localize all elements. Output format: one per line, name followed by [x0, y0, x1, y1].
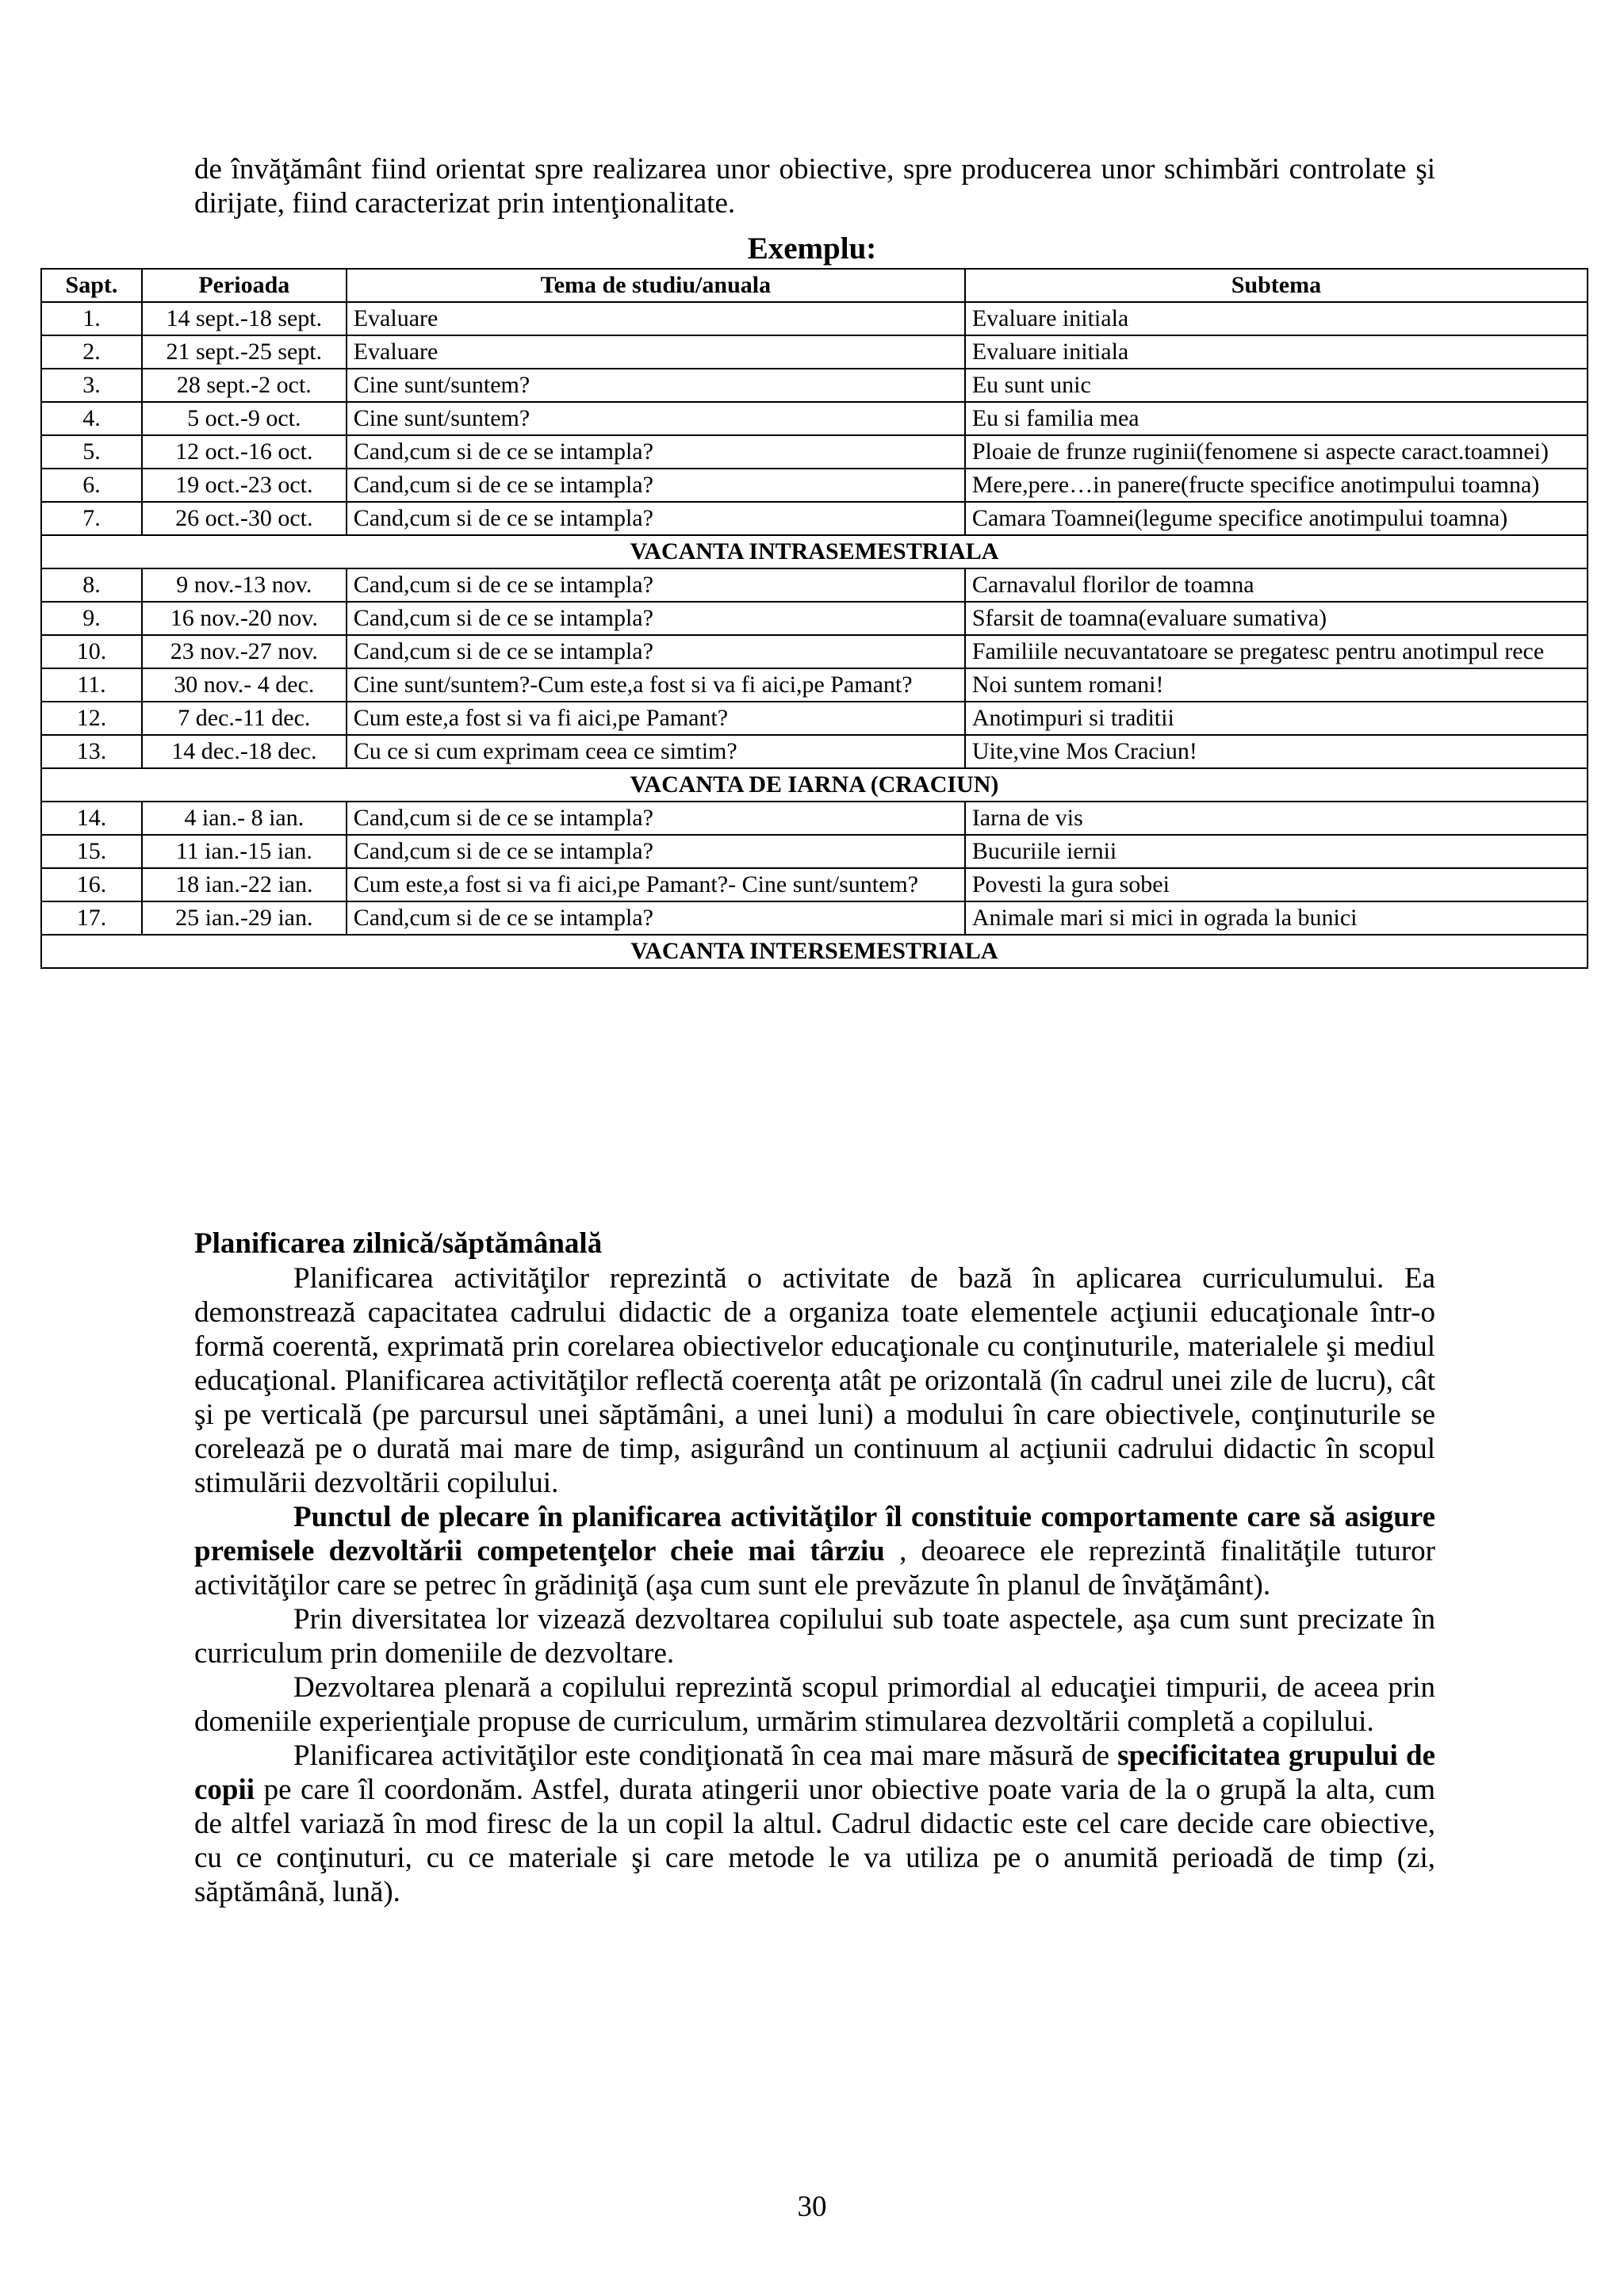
- period-cell: 18 ian.-22 ian.: [142, 868, 347, 901]
- paragraph-5-bold: specificitatea grupului de copii: [194, 1739, 1436, 1806]
- theme-cell: Cine sunt/suntem?: [347, 402, 965, 435]
- subtheme-cell: Iarna de vis: [965, 802, 1588, 835]
- period-cell: 14 sept.-18 sept.: [142, 302, 347, 335]
- table-header-row: [41, 269, 1588, 302]
- body-text: [194, 1261, 1435, 1909]
- subtheme-cell: Eu sunt unic: [965, 369, 1588, 402]
- period-cell: 25 ian.-29 ian.: [142, 901, 347, 935]
- schedule-table: [40, 268, 1588, 969]
- subtheme-cell: Evaluare initiala: [965, 335, 1588, 369]
- week-cell: 16.: [41, 868, 142, 901]
- subtheme-cell: Camara Toamnei(legume specifice anotimpului toamna): [965, 502, 1588, 535]
- header-period: Perioada: [142, 269, 347, 302]
- theme-cell: Cand,cum si de ce se intampla?: [347, 802, 965, 835]
- period-cell: 30 nov.- 4 dec.: [142, 668, 347, 702]
- paragraph-3: Prin diversitatea lor vizează dezvoltarea copilului sub toate aspectele, aşa cum sunt precizate în curriculum prin domeniile de dezvoltare.: [194, 1603, 1435, 1670]
- table-row: [41, 568, 1588, 602]
- intro-paragraph: de învăţământ fiind orientat spre realizarea unor obiective, spre producerea unor schimbări controlate şi dirijate, fiind caracterizat prin intenţionalitate.: [194, 153, 1435, 220]
- table-row: [41, 602, 1588, 635]
- theme-cell: Cand,cum si de ce se intampla?: [347, 568, 965, 602]
- week-cell: 3.: [41, 369, 142, 402]
- table-row: [41, 635, 1588, 668]
- table-row: [41, 668, 1588, 702]
- example-heading: Exemplu:: [747, 232, 877, 266]
- header-week: Sapt.: [41, 269, 142, 302]
- subtheme-cell: Carnavalul florilor de toamna: [965, 568, 1588, 602]
- subtheme-cell: Noi suntem romani!: [965, 668, 1588, 702]
- paragraph-5: [194, 1739, 1435, 1909]
- table-row: [41, 702, 1588, 735]
- table-row: [41, 369, 1588, 402]
- period-cell: 4 ian.- 8 ian.: [142, 802, 347, 835]
- week-cell: 6.: [41, 469, 142, 502]
- table-row: [41, 868, 1588, 901]
- subtheme-cell: Sfarsit de toamna(evaluare sumativa): [965, 602, 1588, 635]
- subtheme-cell: Uite,vine Mos Craciun!: [965, 735, 1588, 768]
- period-cell: 26 oct.-30 oct.: [142, 502, 347, 535]
- paragraph-4: Dezvoltarea plenară a copilului reprezintă scopul primordial al educaţiei timpurii, de aceea prin domeniile experienţiale propuse de curriculum, urmărim stimularea dezvoltării completă a copilului.: [194, 1671, 1435, 1738]
- table-row: [41, 469, 1588, 502]
- period-cell: 9 nov.-13 nov.: [142, 568, 347, 602]
- week-cell: 12.: [41, 702, 142, 735]
- subtheme-cell: Animale mari si mici in ograda la bunici: [965, 901, 1588, 935]
- week-cell: 11.: [41, 668, 142, 702]
- header-subtheme: Subtema: [965, 269, 1588, 302]
- week-cell: 4.: [41, 402, 142, 435]
- table-row: [41, 435, 1588, 469]
- section-title: Planificarea zilnică/săptămânală: [194, 1227, 603, 1260]
- subtheme-cell: Mere,pere…in panere(fructe specifice anotimpului toamna): [965, 469, 1588, 502]
- theme-cell: Cu ce si cum exprimam ceea ce simtim?: [347, 735, 965, 768]
- vacation-row: [41, 535, 1588, 568]
- week-cell: 7.: [41, 502, 142, 535]
- subtheme-cell: Anotimpuri si traditii: [965, 702, 1588, 735]
- table-row: [41, 402, 1588, 435]
- week-cell: 13.: [41, 735, 142, 768]
- paragraph-1: Planificarea activităţilor reprezintă o activitate de bază în aplicarea curriculumului. Ea demonstrează capacitatea cadrului didactic de a organiza toate elementele acţiunii educaţionale într-o formă coerentă, exprimată prin corelarea obiectivelor educaţionale cu conţinuturile, materialele şi mediul educaţional. Planificarea activităţilor reflectă coerenţa atât pe orizontală (în cadrul unei zile de lucru), cât şi pe verticală (pe parcursul unei săptămâni, a unei luni) a modului în care obiectivele, conţinuturile se corelează pe o durată mai mare de timp, asigurând un continuum al acţiunii cadrului didactic în scopul stimulării dezvoltării copilului.: [194, 1262, 1435, 1499]
- subtheme-cell: Povesti la gura sobei: [965, 868, 1588, 901]
- period-cell: 21 sept.-25 sept.: [142, 335, 347, 369]
- vacation-label: VACANTA INTERSEMESTRIALA: [41, 935, 1588, 968]
- table-row: [41, 502, 1588, 535]
- theme-cell: Evaluare: [347, 302, 965, 335]
- subtheme-cell: Ploaie de frunze ruginii(fenomene si aspecte caract.toamnei): [965, 435, 1588, 469]
- period-cell: 19 oct.-23 oct.: [142, 469, 347, 502]
- period-cell: 12 oct.-16 oct.: [142, 435, 347, 469]
- theme-cell: Evaluare: [347, 335, 965, 369]
- subtheme-cell: Familiile necuvantatoare se pregatesc pentru anotimpul rece: [965, 635, 1588, 668]
- vacation-row: [41, 768, 1588, 802]
- period-cell: 23 nov.-27 nov.: [142, 635, 347, 668]
- theme-cell: Cand,cum si de ce se intampla?: [347, 835, 965, 868]
- period-cell: 16 nov.-20 nov.: [142, 602, 347, 635]
- paragraph-5-end: pe care îl coordonăm. Astfel, durata atingerii unor obiective poate varia de la o grupă la alta, cum de altfel variază în mod firesc de la un copil la altul. Cadrul didactic este cel care decide care obiective, cu ce conţinuturi, cu ce materiale şi care metode le va utiliza pe o anumită perioadă de timp (zi, săptămână, lună).: [194, 1774, 1435, 1908]
- paragraph-2-bold: Punctul de plecare în planificarea activităţilor îl constituie comportamente care să asigure premisele dezvoltării competenţelor cheie mai târziu: [194, 1501, 1435, 1567]
- theme-cell: Cine sunt/suntem?-Cum este,a fost si va fi aici,pe Pamant?: [347, 668, 965, 702]
- theme-cell: Cand,cum si de ce se intampla?: [347, 502, 965, 535]
- table-row: [41, 835, 1588, 868]
- subtheme-cell: Bucuriile iernii: [965, 835, 1588, 868]
- period-cell: 28 sept.-2 oct.: [142, 369, 347, 402]
- table-row: [41, 735, 1588, 768]
- table-row: [41, 901, 1588, 935]
- week-cell: 1.: [41, 302, 142, 335]
- period-cell: 7 dec.-11 dec.: [142, 702, 347, 735]
- paragraph-2-rest: , deoarece ele reprezintă finalităţile tuturor activităţilor care se petrec în grădiniţă (aşa cum sunt ele prevăzute în planul de învăţământ).: [194, 1535, 1435, 1601]
- header-theme: Tema de studiu/anuala: [347, 269, 965, 302]
- week-cell: 15.: [41, 835, 142, 868]
- week-cell: 9.: [41, 602, 142, 635]
- theme-cell: Cand,cum si de ce se intampla?: [347, 901, 965, 935]
- week-cell: 14.: [41, 802, 142, 835]
- table-row: [41, 302, 1588, 335]
- period-cell: 11 ian.-15 ian.: [142, 835, 347, 868]
- theme-cell: Cand,cum si de ce se intampla?: [347, 469, 965, 502]
- vacation-row: [41, 935, 1588, 968]
- period-cell: 14 dec.-18 dec.: [142, 735, 347, 768]
- period-cell: 5 oct.-9 oct.: [142, 402, 347, 435]
- theme-cell: Cum este,a fost si va fi aici,pe Pamant?: [347, 702, 965, 735]
- vacation-label: VACANTA DE IARNA (CRACIUN): [41, 768, 1588, 802]
- week-cell: 5.: [41, 435, 142, 469]
- theme-cell: Cand,cum si de ce se intampla?: [347, 635, 965, 668]
- table-row: [41, 802, 1588, 835]
- theme-cell: Cand,cum si de ce se intampla?: [347, 602, 965, 635]
- week-cell: 2.: [41, 335, 142, 369]
- page-number: 30: [797, 2191, 827, 2223]
- table-row: [41, 335, 1588, 369]
- paragraph-2: [194, 1500, 1435, 1602]
- subtheme-cell: Eu si familia mea: [965, 402, 1588, 435]
- week-cell: 8.: [41, 568, 142, 602]
- week-cell: 17.: [41, 901, 142, 935]
- subtheme-cell: Evaluare initiala: [965, 302, 1588, 335]
- theme-cell: Cand,cum si de ce se intampla?: [347, 435, 965, 469]
- paragraph-5-start: Planificarea activităţilor este condiţionată în cea mai mare măsură de: [293, 1739, 1118, 1772]
- theme-cell: Cine sunt/suntem?: [347, 369, 965, 402]
- vacation-label: VACANTA INTRASEMESTRIALA: [41, 535, 1588, 568]
- theme-cell: Cum este,a fost si va fi aici,pe Pamant?- Cine sunt/suntem?: [347, 868, 965, 901]
- week-cell: 10.: [41, 635, 142, 668]
